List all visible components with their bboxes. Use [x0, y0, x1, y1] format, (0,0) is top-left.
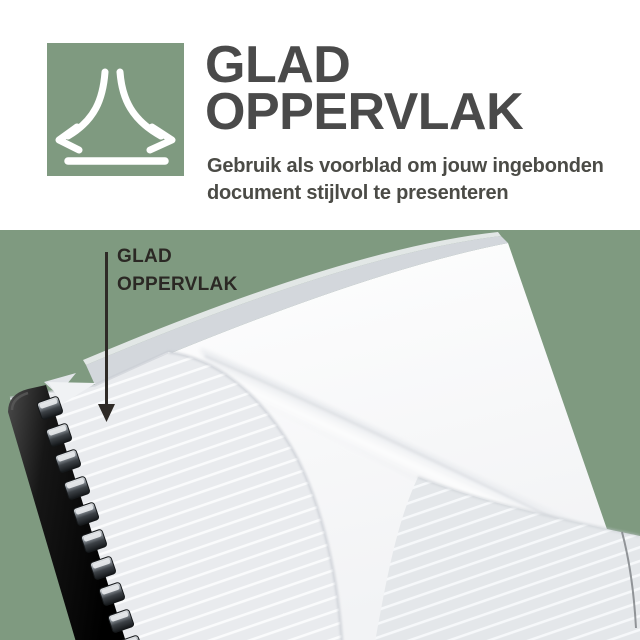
annotation-label-line-1: GLAD	[117, 246, 173, 267]
title-line-2: OPPERVLAK	[205, 83, 524, 141]
header-section	[0, 0, 640, 230]
annotation-label	[117, 243, 238, 299]
photo-section	[0, 230, 640, 640]
subtitle-text: Gebruik als voorblad om jouw ingebonden document stijlvol te presenteren	[207, 155, 604, 204]
annotation-label-line-2: OPPERVLAK	[117, 274, 238, 295]
smooth-surface-icon	[47, 43, 184, 176]
smooth-surface-glyph	[47, 43, 184, 176]
page-title	[205, 36, 524, 141]
product-photo	[0, 230, 640, 640]
title-line-1: GLAD	[205, 36, 351, 94]
